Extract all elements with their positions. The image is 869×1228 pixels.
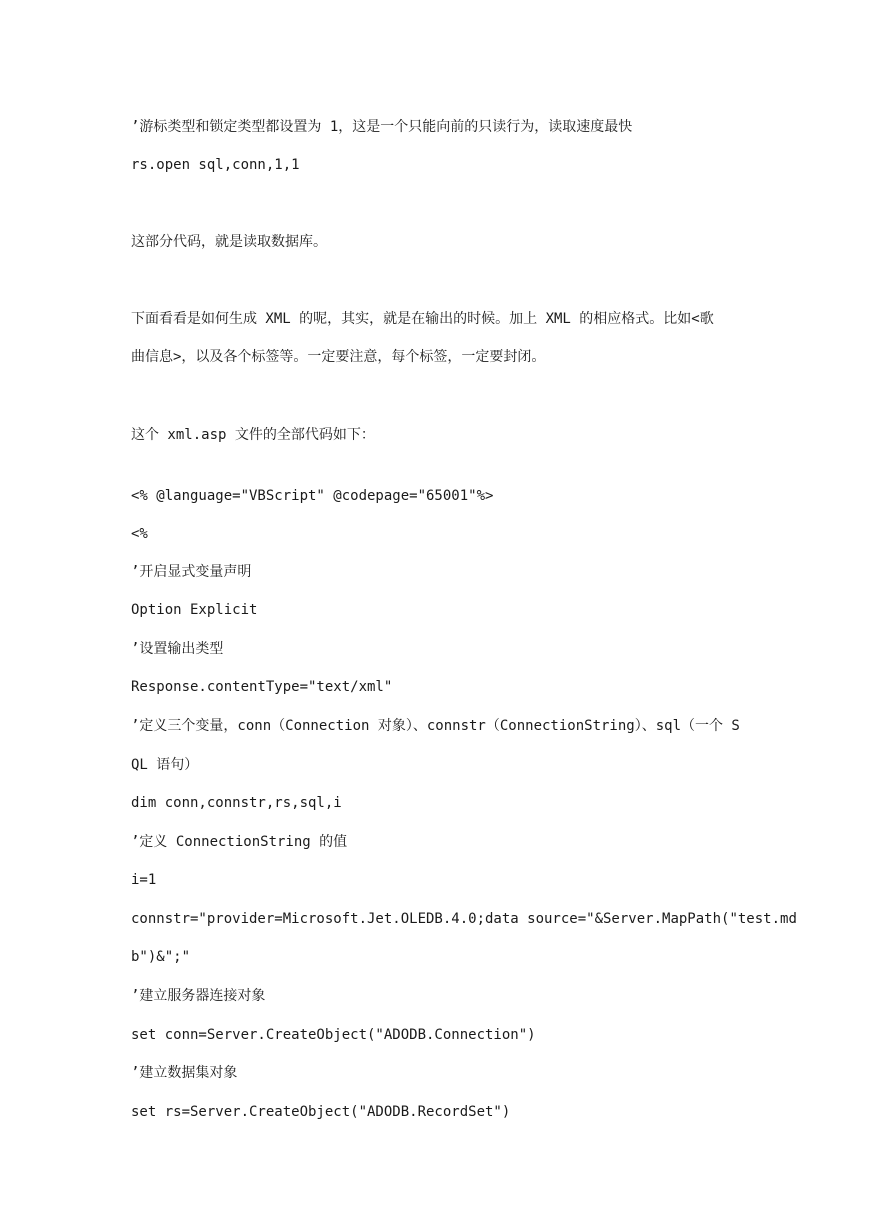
text-line-xml-tags: 曲信息>，以及各个标签等。一定要注意，每个标签，一定要封闭。	[131, 349, 546, 365]
code-comment-output-type: ’设置输出类型	[131, 641, 224, 657]
code-line-rs-open: rs.open sql,conn,1,1	[131, 157, 300, 173]
code-comment-explicit: ’开启显式变量声明	[131, 564, 252, 580]
code-line-set-rs: set rs=Server.CreateObject("ADODB.RecordSet")	[131, 1104, 511, 1120]
code-comment-recordset: ’建立数据集对象	[131, 1065, 238, 1081]
code-comment-define-vars: ’定义三个变量，conn（Connection 对象）、connstr（ConnectionString）、sql（一个 S	[131, 718, 740, 734]
code-line-connstr-cont: b")&";"	[131, 949, 191, 965]
text-line-full-code-intro: 这个 xml.asp 文件的全部代码如下：	[131, 427, 375, 443]
code-line-option-explicit: Option Explicit	[131, 602, 258, 618]
code-line-language-directive: <% @language="VBScript" @codepage="65001"%>	[131, 488, 494, 504]
code-line-connstr: connstr="provider=Microsoft.Jet.OLEDB.4.0;data source="&Server.MapPath("test.md	[131, 911, 797, 927]
code-line-i-assign: i=1	[131, 872, 157, 888]
code-line-content-type: Response.contentType="text/xml"	[131, 679, 393, 695]
code-comment-server-conn: ’建立服务器连接对象	[131, 988, 266, 1004]
text-line-generate-xml: 下面看看是如何生成 XML 的呢，其实，就是在输出的时候。加上 XML 的相应格式。比如<歌	[131, 311, 714, 327]
code-line-dim: dim conn,connstr,rs,sql,i	[131, 795, 342, 811]
code-line-set-conn: set conn=Server.CreateObject("ADODB.Connection")	[131, 1027, 536, 1043]
code-comment-connstring: ’定义 ConnectionString 的值	[131, 834, 348, 850]
code-comment-define-vars-cont: QL 语句）	[131, 757, 199, 773]
text-line-comment-cursor-type: ’游标类型和锁定类型都设置为 1，这是一个只能向前的只读行为，读取速度最快	[131, 119, 633, 135]
code-line-open-tag: <%	[131, 526, 148, 542]
text-line-read-database: 这部分代码，就是读取数据库。	[131, 234, 327, 250]
